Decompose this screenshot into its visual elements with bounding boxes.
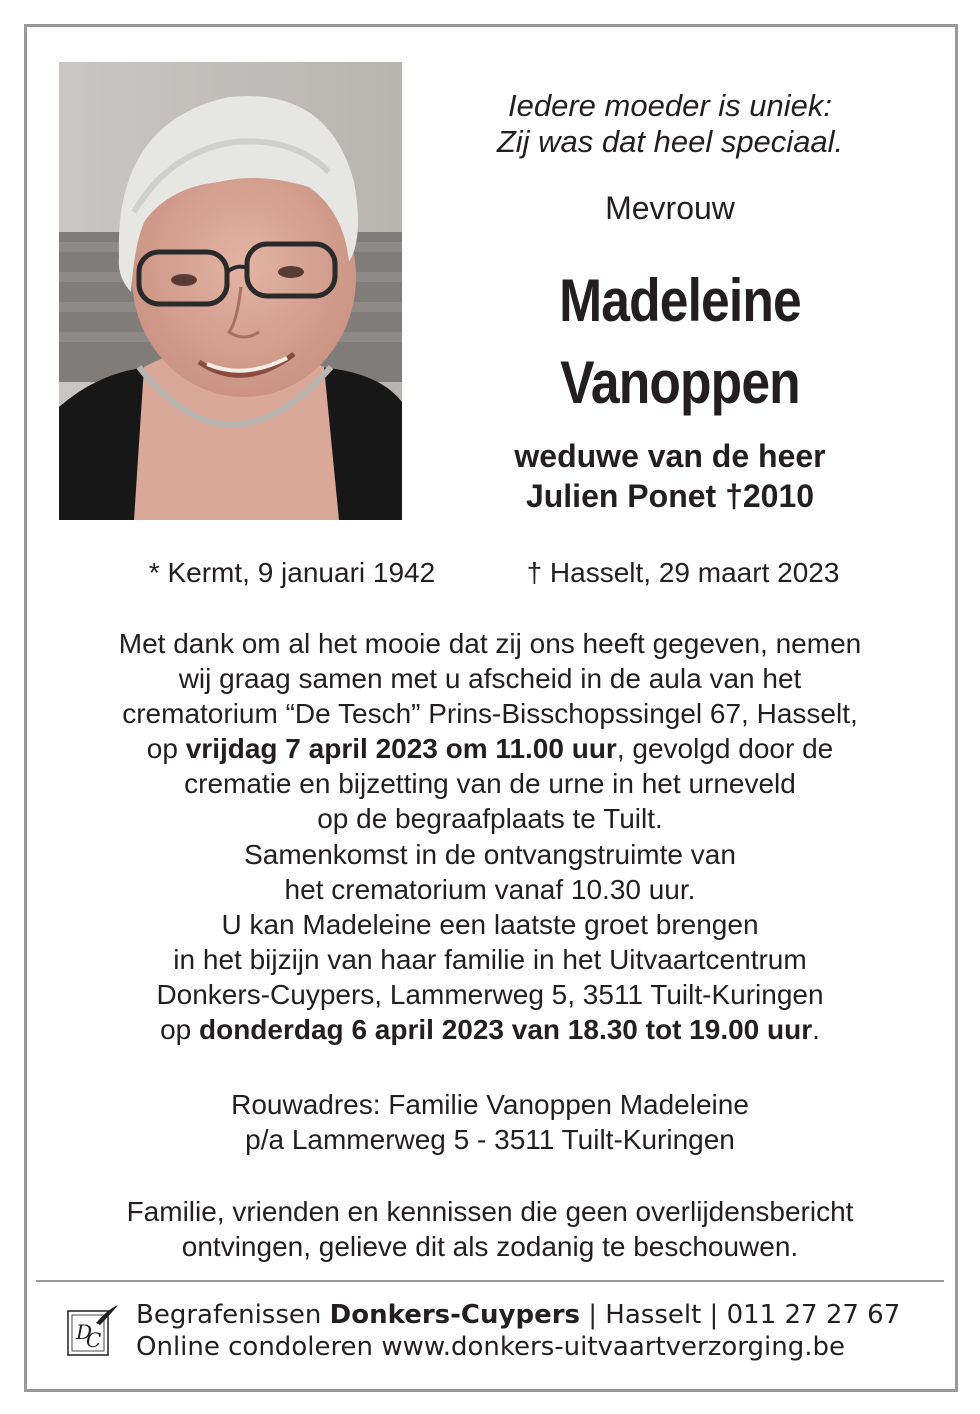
notice-line-2: ontvingen, gelieve dit als zodanig te beschouwen. — [181, 1231, 799, 1262]
birth-date: * Kermt, 9 januari 1942 — [148, 557, 436, 588]
phone-number[interactable]: 011 27 27 67 — [726, 1300, 901, 1330]
body-line: crematorium “De Tesch” Prins-Bisschopssingel 67, Hasselt, — [122, 698, 858, 730]
funeral-home-logo-icon — [66, 1303, 120, 1359]
body-line — [40, 1012, 940, 1047]
svg-text:D: D — [76, 1320, 93, 1344]
footer-line-2 — [136, 1331, 900, 1363]
website-link[interactable]: www.donkers-uitvaartverzorging.be — [381, 1332, 845, 1362]
text-span: op — [146, 733, 186, 765]
first-name: Madeleine — [559, 267, 801, 334]
company-name: Donkers-Cuypers — [329, 1300, 581, 1330]
body-line: Donkers-Cuypers, Lammerweg 5, 3511 Tuilt-Kuringen — [156, 978, 824, 1010]
body-line: het crematorium vanaf 10.30 uur. — [284, 873, 696, 905]
last-name: Vanoppen — [560, 349, 800, 416]
text-span: , gevolgd door de — [616, 733, 834, 765]
body-line: wij graag samen met u afscheid in de aula van het — [178, 663, 802, 695]
mourning-address — [40, 1087, 940, 1157]
visitation-date: donderdag 6 april 2023 van 18.30 tot 19.00 uur — [199, 1014, 813, 1046]
body-line — [40, 731, 940, 766]
svg-text:C: C — [86, 1328, 102, 1352]
body-line: Samenkomst in de ontvangstruimte van — [244, 838, 736, 870]
death-date: † Hasselt, 29 maart 2023 — [526, 557, 840, 588]
ceremony-text — [40, 626, 940, 1047]
quote — [460, 88, 880, 160]
portrait-photo — [59, 62, 402, 520]
body-line: U kan Madeleine een laatste groet brengen — [221, 908, 759, 940]
text-span: . — [812, 1014, 820, 1046]
text-span: op — [160, 1014, 199, 1046]
deceased-name — [491, 260, 869, 424]
quote-line-2: Zij was dat heel speciaal. — [496, 124, 844, 159]
body-line: crematie en bijzetting van de urne in het urneveld — [184, 768, 796, 800]
text-span: Begrafenissen — [136, 1300, 330, 1330]
text-span: | Hasselt | — [580, 1300, 727, 1330]
address-line-1: Rouwadres: Familie Vanoppen Madeleine — [231, 1089, 749, 1120]
body-line: Met dank om al het mooie dat zij ons heeft gegeven, nemen — [118, 628, 862, 659]
honorific: Mevrouw — [605, 190, 735, 226]
ceremony-date: vrijdag 7 april 2023 om 11.00 uur — [185, 733, 617, 765]
body-line: op de begraafplaats te Tuilt. — [317, 803, 663, 835]
body-line: in het bijzijn van haar familie in het Uitvaartcentrum — [173, 943, 807, 975]
notice-text — [40, 1194, 940, 1264]
spouse-line-2: Julien Ponet †2010 — [525, 478, 815, 514]
spouse-info — [460, 436, 880, 516]
notice-line-1: Familie, vrienden en kennissen die geen overlijdensbericht — [126, 1196, 854, 1227]
footer-divider — [36, 1280, 944, 1282]
footer-line-1 — [136, 1299, 900, 1331]
text-span: Online condoleren — [136, 1332, 382, 1362]
address-line-2: p/a Lammerweg 5 - 3511 Tuilt-Kuringen — [245, 1124, 735, 1155]
quote-line-1: Iedere moeder is uniek: — [508, 88, 832, 123]
spouse-line-1: weduwe van de heer — [514, 438, 826, 474]
footer — [136, 1299, 900, 1363]
